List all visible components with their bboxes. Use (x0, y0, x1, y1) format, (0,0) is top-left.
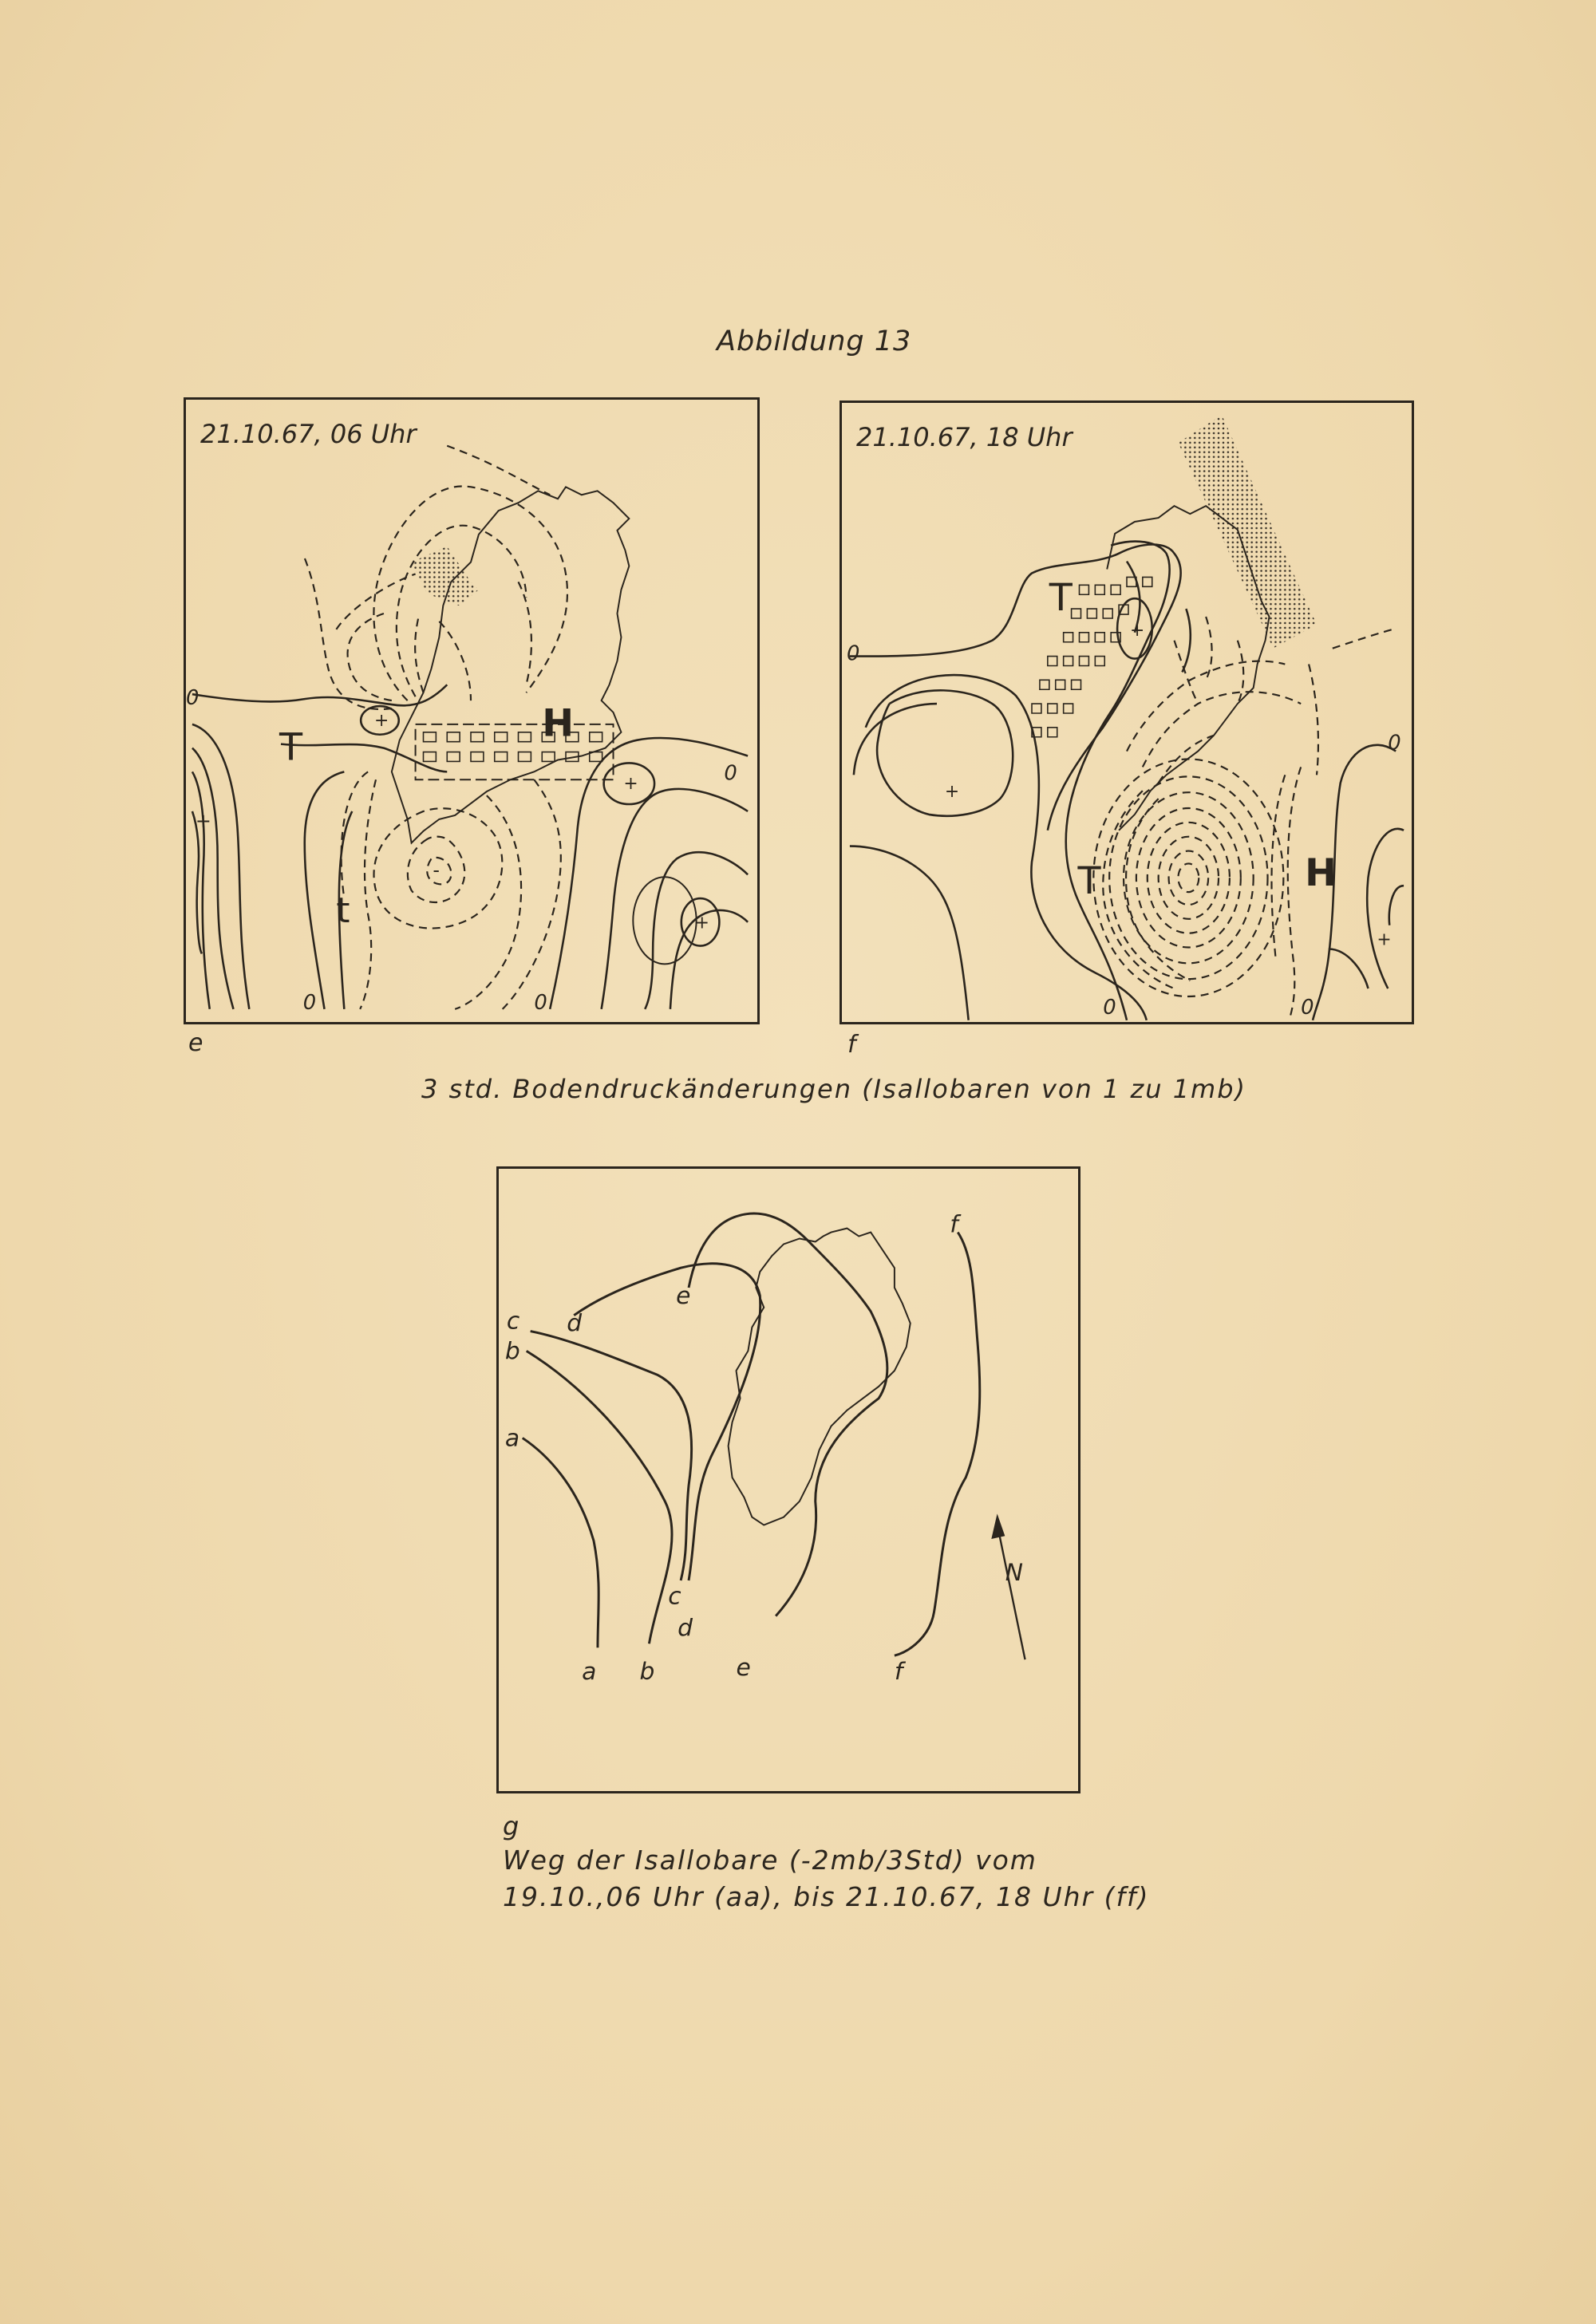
caption-path-line1: Weg der Isallobare (-2mb/3Std) vom (503, 1845, 1037, 1876)
panel-letter-f: f (847, 1031, 857, 1059)
isallobar-map-e (186, 400, 757, 1022)
panel-date: 21.10.67, 18 Uhr (856, 422, 1073, 452)
curve-label-e: e (676, 1281, 691, 1310)
map-panel-e (184, 397, 760, 1024)
zero-label: 0 (1388, 731, 1401, 756)
map-panel-g (496, 1166, 1080, 1793)
figure-title: Abbildung 13 (717, 326, 912, 357)
panel-date: 21.10.67, 06 Uhr (200, 419, 417, 449)
coastline (729, 1229, 911, 1525)
coastline (392, 487, 630, 842)
plus-label: + (623, 774, 638, 795)
north-label: N (1005, 1558, 1024, 1587)
map-panel-f (839, 400, 1414, 1024)
panel-letter-g: g (503, 1811, 520, 1841)
zero-label: 0 (1301, 995, 1314, 1020)
zero-label: 0 (1103, 995, 1116, 1020)
caption-path-line2: 19.10.,06 Uhr (aa), bis 21.10.67, 18 Uhr (ff) (503, 1881, 1150, 1912)
pressure-fall-center (1093, 760, 1283, 997)
curve-label-d: d (567, 1309, 583, 1338)
north-arrow-head (993, 1517, 1004, 1538)
low-label-T: T (1049, 576, 1073, 621)
zero-isallobar (192, 685, 447, 705)
curve-label-a: a (504, 1424, 520, 1453)
zero-label: 0 (186, 686, 200, 711)
curve-label-f: f (894, 1657, 903, 1686)
plus-label: + (374, 710, 389, 731)
curve-label-b: b (504, 1337, 520, 1366)
isallobar-path-a (523, 1438, 598, 1647)
curve-label-c: c (668, 1582, 681, 1611)
plus-label: + (694, 913, 709, 933)
isallobar-path-f (895, 1233, 980, 1656)
zero-label: 0 (534, 990, 547, 1015)
plus-label: + (1129, 620, 1145, 641)
isallobar-map-f (842, 403, 1412, 1022)
zero-label: 0 (302, 990, 317, 1015)
zero-label: 0 (724, 761, 737, 786)
curve-label-a: a (582, 1657, 597, 1686)
caption-isallobars: 3 std. Bodendruckänderungen (Isallobaren von 1 zu 1mb) (421, 1074, 1247, 1104)
high-label-H: H (1305, 851, 1337, 896)
curve-label-e: e (736, 1653, 751, 1682)
curve-label-b: b (639, 1657, 655, 1686)
isallobar-path-e (689, 1213, 887, 1616)
isallobar-path-c (531, 1332, 692, 1580)
low-label-T: T (279, 725, 303, 770)
low-label-T: T (1077, 859, 1101, 904)
curve-label-c: c (506, 1307, 520, 1336)
curve-label-d: d (678, 1614, 693, 1643)
curve-label-f: f (950, 1210, 958, 1239)
low-label-t: t (336, 890, 350, 931)
high-label-H: H (542, 701, 575, 746)
panel-letter-e: e (188, 1029, 204, 1057)
zero-label: 0 (846, 641, 860, 666)
minus-label: - (433, 858, 440, 882)
isallobar-path-map (499, 1169, 1078, 1791)
plus-label: + (1377, 929, 1392, 950)
plus-label: + (944, 782, 960, 803)
plus-label: + (195, 809, 211, 832)
north-arrow (998, 1525, 1025, 1660)
